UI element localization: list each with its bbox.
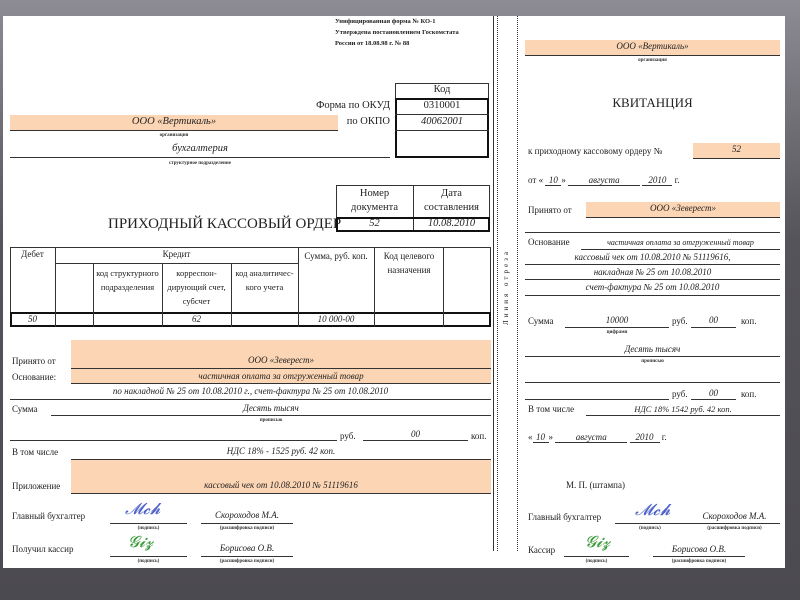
date-day: 10 bbox=[545, 175, 561, 186]
document-title: ПРИХОДНЫЙ КАССОВЫЙ ОРДЕР bbox=[108, 216, 342, 232]
receipt-chief-signature: 𝓜𝓬𝓱 bbox=[635, 500, 671, 519]
attachment: кассовый чек от 10.08.2010 № 51119616 bbox=[204, 480, 358, 490]
doc-number-head: Номер документа bbox=[351, 188, 398, 213]
department-caption: структурное подразделение bbox=[168, 161, 232, 166]
including-label: В том числе bbox=[12, 447, 59, 457]
sum-words: Десять тысяч bbox=[243, 403, 299, 413]
cashier-label: Получил кассир bbox=[12, 544, 74, 554]
words-caption: прописью bbox=[259, 418, 283, 423]
cell-sum: 10 000-00 bbox=[317, 314, 355, 324]
attachment-label: Приложение bbox=[12, 481, 61, 491]
receipt-basis-label: Основание bbox=[528, 237, 570, 247]
digits-caption: цифрами bbox=[606, 330, 628, 335]
receipt-sum-digits: 10000 bbox=[605, 315, 629, 325]
received-from: ООО «Зеверест» bbox=[248, 355, 314, 365]
receipt-date bbox=[528, 432, 788, 443]
receipt-order-date bbox=[528, 175, 788, 186]
basis-label: Основание: bbox=[12, 372, 57, 382]
signature-caption: (подпись) bbox=[585, 559, 608, 564]
codes-head: Код bbox=[433, 84, 451, 95]
name-caption: (расшифровка подписи) bbox=[219, 526, 275, 531]
cashier-name: Борисова О.В. bbox=[219, 543, 275, 553]
kop-label: коп. bbox=[471, 431, 487, 441]
order-number-label: к приходному кассовому ордеру № bbox=[528, 146, 663, 156]
okpo-code: 40062001 bbox=[421, 116, 463, 127]
quote: » bbox=[548, 432, 553, 442]
department-name: бухгалтерия bbox=[172, 143, 228, 154]
cut-line-label: Линия отреза bbox=[502, 248, 510, 326]
receipt-from: ООО «Зеверест» bbox=[650, 203, 716, 213]
receipt-kopecks: 00 bbox=[709, 315, 718, 325]
cell-debit: 50 bbox=[28, 314, 37, 324]
chief-accountant-name: Скороходов М.А. bbox=[214, 510, 280, 520]
name-caption: (расшифровка подписи) bbox=[219, 559, 275, 564]
form-header bbox=[335, 16, 459, 49]
date-year: 2010 bbox=[642, 175, 672, 186]
date-year: 2010 bbox=[630, 432, 660, 443]
order-number: 52 bbox=[732, 144, 741, 154]
words-caption: прописью bbox=[641, 359, 664, 364]
kop-label: коп. bbox=[741, 316, 757, 326]
signature-caption: (подпись) bbox=[137, 559, 160, 564]
receipt-organization: ООО «Вертикаль» bbox=[616, 41, 689, 51]
quote: » bbox=[561, 175, 566, 185]
rub-label: руб. bbox=[672, 389, 688, 399]
header-line: Утверждена постановлением Госкомстата bbox=[335, 29, 459, 36]
receipt-chief-name: Скороходов М.А. bbox=[702, 511, 767, 521]
basis-docs: по накладной № 25 от 10.08.2010 г., счет-фактура № 25 от 10.08.2010 bbox=[112, 386, 389, 396]
doc-date: 10.08.2010 bbox=[427, 218, 476, 229]
cash-receipt-document bbox=[3, 16, 785, 568]
receipt-sum-words: Десять тысяч bbox=[624, 344, 681, 354]
okpo-label: по ОКПО bbox=[346, 116, 390, 127]
col-analytics-code: код аналитичес-кого учета bbox=[235, 268, 294, 292]
receipt-basis: частичная оплата за отгруженный товар bbox=[607, 238, 754, 247]
vat-amount: НДС 18% - 1525 руб. 42 коп. bbox=[226, 446, 336, 456]
col-corr-account: корреспон-дирующий счет, субсчет bbox=[167, 268, 226, 306]
receipt-cashier-label: Кассир bbox=[528, 545, 556, 555]
stamp-place: М. П. (штампа) bbox=[566, 480, 625, 490]
received-from-label: Принято от bbox=[12, 356, 56, 366]
quote: « bbox=[528, 432, 533, 442]
rub-label: руб. bbox=[672, 316, 688, 326]
receipt-org-caption: организация bbox=[638, 58, 667, 63]
receipt-cashier-name: Борисова О.В. bbox=[671, 544, 727, 554]
kop-label: коп. bbox=[741, 389, 757, 399]
col-sum: Сумма, руб. коп. bbox=[304, 251, 368, 261]
receipt-sum-label: Сумма bbox=[528, 316, 554, 326]
name-caption: (расшифровка подписи) bbox=[707, 526, 762, 531]
name-caption: (расшифровка подписи) bbox=[671, 559, 727, 564]
receipt-chief-label: Главный бухгалтер bbox=[528, 512, 602, 522]
year-suffix: г. bbox=[661, 432, 667, 442]
col-credit: Кредит bbox=[162, 249, 191, 259]
cashier-signature: 𝓖𝓲𝔃 bbox=[128, 532, 154, 551]
receipt-cashier-signature: 𝓖𝓲𝔃 bbox=[585, 532, 611, 551]
year-suffix: г. bbox=[674, 175, 680, 185]
receipt-basis-line: кассовый чек от 10.08.2010 № 51119616, bbox=[574, 252, 731, 262]
kopecks-value: 00 bbox=[411, 429, 420, 439]
date-day: 10 bbox=[533, 432, 549, 443]
date-prefix: от « bbox=[528, 175, 544, 185]
receipt-title: КВИТАНЦИЯ bbox=[612, 95, 693, 110]
cell-account: 62 bbox=[192, 314, 201, 324]
header-line: Унифицированная форма № КО-1 bbox=[335, 18, 436, 25]
col-debit: Дебет bbox=[21, 249, 44, 259]
col-dept-code: код структурного подразделения bbox=[96, 268, 159, 292]
sum-label: Сумма bbox=[12, 404, 38, 414]
receipt-from-label: Принято от bbox=[528, 205, 572, 215]
signature-caption: (подпись) bbox=[137, 526, 160, 531]
col-purpose-code: Код целевого назначения bbox=[383, 251, 435, 275]
date-month: августа bbox=[568, 175, 640, 186]
receipt-vat: НДС 18% 1542 руб. 42 коп. bbox=[634, 404, 732, 414]
basis: частичная оплата за отгруженный товар bbox=[198, 371, 364, 381]
receipt-including-label: В том числе bbox=[528, 404, 575, 414]
chief-signature: 𝓜𝓬𝓱 bbox=[125, 499, 161, 518]
organization-caption: организация bbox=[159, 133, 189, 138]
receipt-basis-line: накладная № 25 от 10.08.2010 bbox=[593, 267, 712, 277]
okud-label: Форма по ОКУД bbox=[316, 100, 390, 111]
receipt-basis-line: счет-фактура № 25 от 10.08.2010 bbox=[585, 282, 720, 292]
signature-caption: (подпись) bbox=[639, 526, 661, 531]
doc-date-head: Дата составления bbox=[424, 188, 479, 213]
organization-name: ООО «Вертикаль» bbox=[131, 116, 217, 127]
header-line: России от 18.08.98 г. № 88 bbox=[335, 40, 410, 47]
rub-label: руб. bbox=[340, 431, 356, 441]
okud-code: 0310001 bbox=[423, 100, 461, 111]
date-month: августа bbox=[555, 432, 627, 443]
receipt-kopecks: 00 bbox=[709, 388, 718, 398]
chief-accountant-label: Главный бухгалтер bbox=[12, 511, 86, 521]
doc-number: 52 bbox=[369, 218, 380, 229]
